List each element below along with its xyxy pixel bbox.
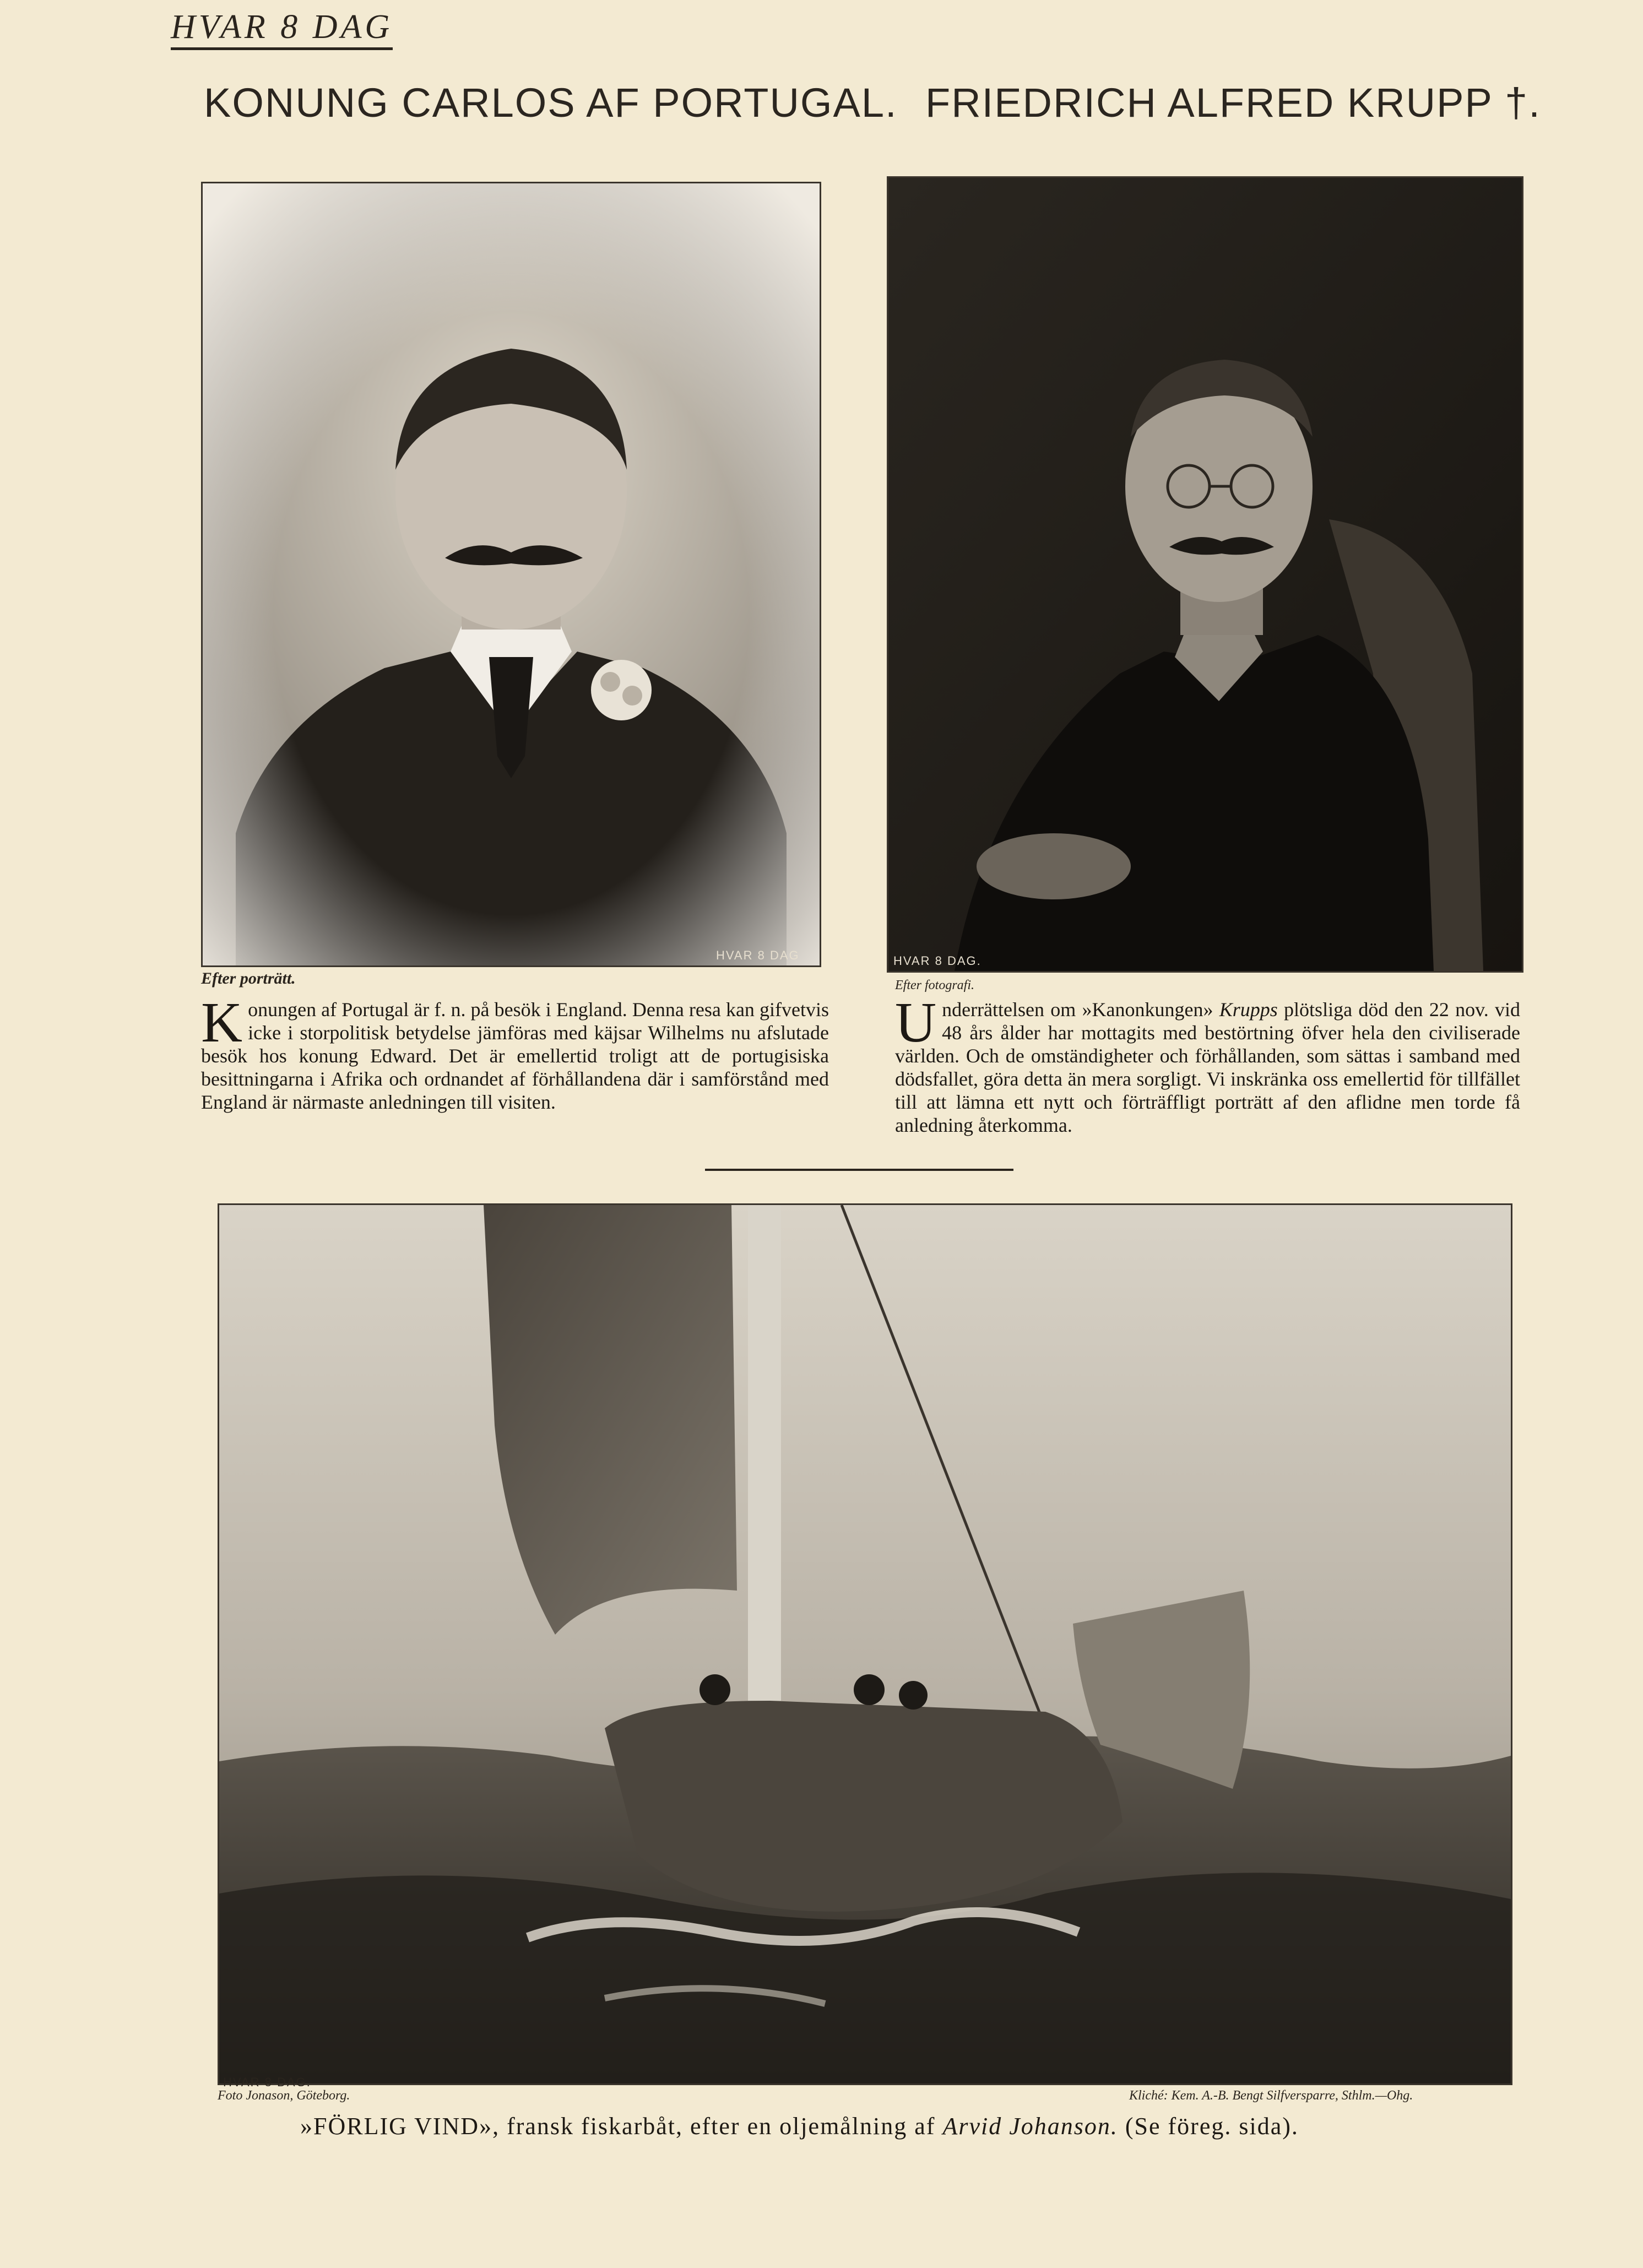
article-krupp-text-b: plötsliga död den 22 nov. vid 48 års ålder har mottagits med bestörtning öfver hela den civiliserade världen. Och de omständigheter och förhållanden, som sättas i samband med dödsfallet, göra detta än mera sorgligt. Vi inskränka oss emellertid för tillfället till att lämna ett nytt och förträffligt porträtt af den aflidne men torde få anledning återkomma. bbox=[895, 999, 1520, 1136]
article-krupp bbox=[895, 991, 1520, 1137]
portrait-friedrich-krupp bbox=[887, 176, 1523, 973]
left-photo-watermark: HVAR 8 DAG bbox=[716, 948, 800, 962]
painting-caption bbox=[300, 2112, 1299, 2140]
dropcap-u: U bbox=[895, 991, 937, 1054]
headline-krupp: FRIEDRICH ALFRED KRUPP †. bbox=[925, 80, 1541, 126]
caption-title: »FÖRLIG VIND», fransk fiskarbåt, efter en oljemålning af bbox=[300, 2113, 943, 2140]
painting-photo-credit: Foto Jonason, Göteborg. bbox=[218, 2088, 350, 2103]
left-photo-credit: Efter porträtt. bbox=[201, 969, 296, 987]
right-photo-watermark: HVAR 8 DAG. bbox=[893, 954, 982, 968]
masthead-title: HVAR 8 DAG bbox=[171, 10, 393, 50]
painting-cliche-credit: Kliché: Kem. A.-B. Bengt Silfversparre, Sthlm.—Ohg. bbox=[1129, 2088, 1413, 2103]
dropcap-k: K bbox=[201, 991, 243, 1054]
article-krupp-text-italic: Krupps bbox=[1219, 999, 1278, 1021]
article-krupp-text-a: nderrättelsen om »Kanonkungen» bbox=[942, 999, 1219, 1021]
painting-forlig-vind bbox=[218, 1203, 1512, 2085]
painting-watermark: HVAR 8 DAG. bbox=[223, 2075, 311, 2089]
section-divider bbox=[705, 1169, 1013, 1171]
caption-note: (Se föreg. sida). bbox=[1118, 2113, 1299, 2140]
right-photo-credit: Efter fotografi. bbox=[895, 978, 974, 992]
portrait-king-carlos bbox=[201, 182, 821, 967]
caption-artist: Arvid Johanson. bbox=[942, 2113, 1118, 2140]
headline-carlos: KONUNG CARLOS AF PORTUGAL. bbox=[204, 80, 898, 126]
article-king-carlos bbox=[201, 991, 829, 1114]
article-king-carlos-text: onungen af Portugal är f. n. på besök i England. Denna resa kan gifvetvis icke i storpolitisk betydelse jämföras med käjsar Wilhelms nu afslutade besök hos konung Edward. Det är emellertid troligt att de portugisiska besittningarna i Afrika och ordnandet af förhållandena där i samförstånd med England är närmaste anledningen till visiten. bbox=[201, 999, 829, 1113]
